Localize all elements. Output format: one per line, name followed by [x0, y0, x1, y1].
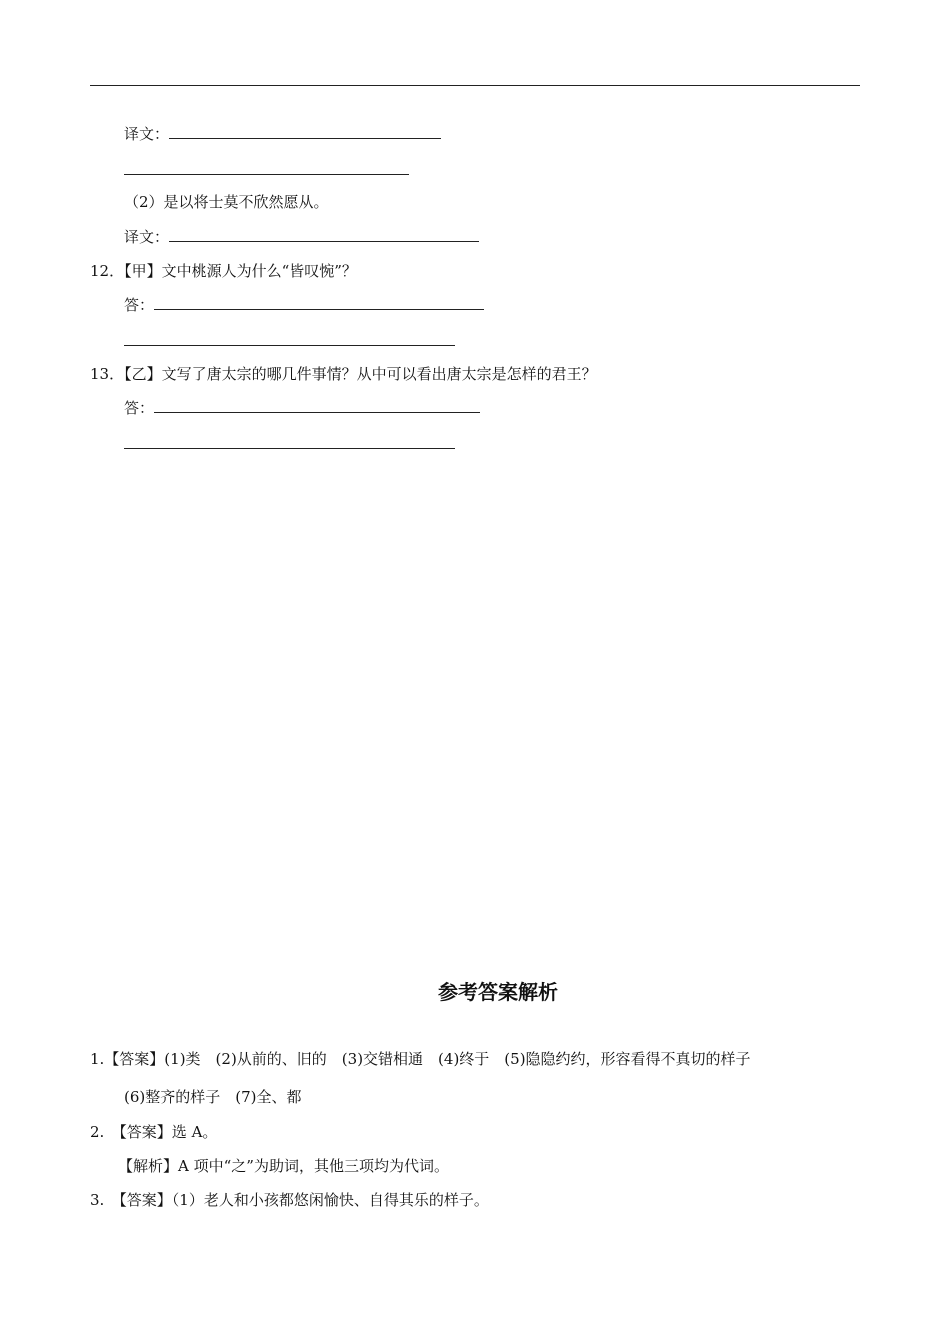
answer-blank-continuation[interactable] [124, 345, 455, 346]
answer-blank[interactable] [154, 295, 484, 310]
answer-blank[interactable] [169, 124, 441, 139]
answer-3-line1: 3. 【答案】（1）老人和小孩都悠闲愉快、自得其乐的样子。 [90, 1191, 489, 1209]
answers-title: 参考答案解析 [438, 980, 558, 1004]
question-text: 【乙】文写了唐太宗的哪几件事情？从中可以看出唐太宗是怎样的君王？ [124, 365, 597, 383]
answer-2-analysis: 【解析】A 项中“之”为助词，其他三项均为代词。 [118, 1157, 449, 1175]
answer-1-line2: (6)整齐的样子 (7)全、都 [124, 1088, 302, 1106]
q11-translation2 [124, 227, 479, 247]
translation-label: 译文： [124, 125, 170, 143]
q13-answer [124, 398, 480, 418]
question-text: 【甲】文中桃源人为什么“皆叹惋”？ [124, 262, 357, 280]
question-number: 12． [90, 262, 125, 280]
answer-label: 答： [124, 296, 155, 314]
header-rule [90, 85, 860, 86]
q12-answer [124, 295, 484, 315]
answer-1-line1: 1.【答案】(1)类 (2)从前的、旧的 (3)交错相通 (4)终于 (5)隐隐约约，形容看得不真切的样子 [90, 1050, 751, 1068]
answer-blank[interactable] [154, 398, 480, 413]
answer-2-line1: 2. 【答案】选 A。 [90, 1123, 218, 1141]
q11-translation1 [124, 124, 441, 144]
question-13 [90, 364, 597, 384]
answer-blank-continuation[interactable] [124, 448, 455, 449]
answer-blank[interactable] [169, 227, 479, 242]
q11-part2: （2）是以将士莫不欣然愿从。 [124, 193, 329, 211]
translation-label: 译文： [124, 228, 170, 246]
answer-blank-continuation[interactable] [124, 174, 409, 175]
answer-label: 答： [124, 399, 155, 417]
question-number: 13． [90, 365, 125, 383]
question-12 [90, 261, 357, 281]
